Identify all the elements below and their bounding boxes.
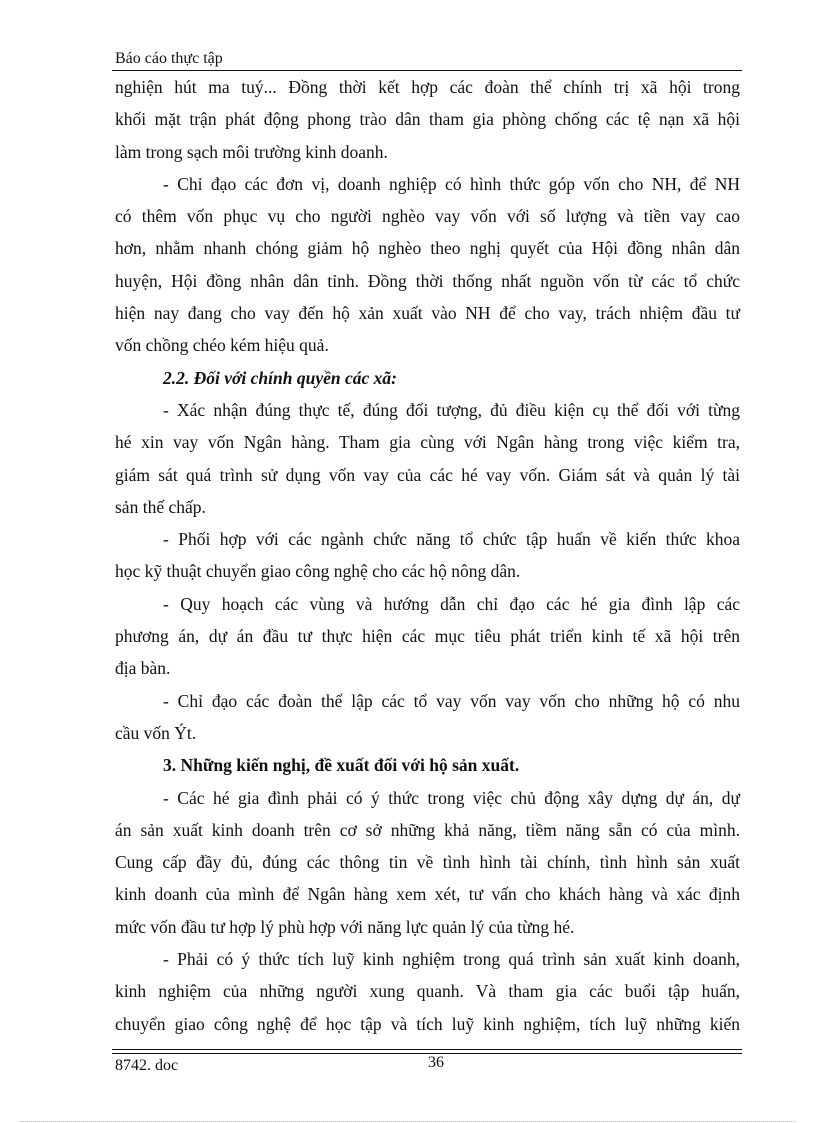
section-heading-2-2: 2.2. Đối với chính quyền các xã: (163, 367, 397, 388)
body-line: - Xác nhận đúng thực tế, đúng đối tượng, đủ điều kiện cụ thể đối với từng (163, 399, 740, 420)
body-line: làm trong sạch môi trường kinh doanh. (115, 141, 388, 162)
body-line: chuyển giao công nghệ để học tập và tích luỹ kinh nghiệm, tích luỹ những kiến (115, 1013, 740, 1034)
page-edge-dotted-line (20, 1121, 796, 1122)
body-line: án sản xuất kinh doanh trên cơ sở những khả năng, tiềm năng sẵn có của mình. (115, 819, 740, 840)
page-number: 36 (428, 1054, 444, 1071)
footer-divider-top (112, 1049, 742, 1050)
body-line: vốn chồng chéo kém hiệu quả. (115, 335, 329, 356)
body-line: nghiện hút ma tuý... Đồng thời kết hợp các đoàn thể chính trị xã hội trong (115, 77, 740, 97)
body-line: - Các hé gia đình phải có ý thức trong việc chủ động xây dựng dự án, dự (163, 787, 740, 808)
body-line: hiện nay đang cho vay đến hộ xản xuất vào NH để cho vay, trách nhiệm đầu tư (115, 303, 740, 324)
body-line: kinh nghiệm của những người xung quanh. Và tham gia các buổi tập huấn, (115, 981, 740, 1002)
body-line: phương án, dự án đầu tư thực hiện các mục tiêu phát triển kinh tế xã hội trên (115, 626, 740, 647)
page-header-title: Báo cáo thực tập (115, 50, 223, 67)
body-line: huyện, Hội đồng nhân dân tỉnh. Đồng thời thống nhất nguồn vốn từ các tổ chức (115, 270, 740, 291)
body-line: hơn, nhằm nhanh chóng giảm hộ nghèo theo nghị quyết của Hội đồng nhân dân (115, 238, 740, 259)
body-line: - Quy hoạch các vùng và hướng dẫn chỉ đạo các hé gia đình lập các (163, 593, 740, 614)
body-line: kinh doanh của mình để Ngân hàng xem xét, tư vấn cho khách hàng và xác định (115, 884, 740, 905)
body-line: - Chỉ đạo các đoàn thể lập các tổ vay vốn vay vốn cho những hộ có nhu (163, 690, 740, 711)
body-line: Cung cấp đầy đủ, đúng các thông tin về tình hình tài chính, tình hình sản xuất (115, 852, 740, 873)
body-line: - Phối hợp với các ngành chức năng tổ chức tập huấn về kiến thức khoa (163, 529, 740, 550)
body-line: khối mặt trận phát động phong trào dân tham gia phòng chống các tệ nạn xã hội (115, 109, 740, 130)
body-line: giám sát quá trình sử dụng vốn vay của các hé vay vốn. Giám sát và quản lý tài (115, 464, 740, 485)
body-line: hé xin vay vốn Ngân hàng. Tham gia cùng với Ngân hàng trong việc kiểm tra, (115, 432, 740, 453)
body-line: - Chỉ đạo các đơn vị, doanh nghiệp có hình thức góp vốn cho NH, để NH (163, 173, 740, 194)
document-body (115, 71, 740, 1040)
body-line: sản thế chấp. (115, 496, 206, 517)
section-heading-3: 3. Những kiến nghị, đề xuất đối với hộ sản xuất. (163, 755, 520, 776)
body-line: cầu vốn Ýt. (115, 722, 197, 743)
footer-file-name: 8742. doc (115, 1057, 179, 1074)
body-line: mức vốn đầu tư hợp lý phù hợp với năng lực quản lý của từng hé. (115, 916, 575, 937)
body-line: học kỹ thuật chuyển giao công nghệ cho các hộ nông dân. (115, 561, 521, 582)
body-line: có thêm vốn phục vụ cho người nghèo vay vốn với số lượng và tiền vay cao (115, 206, 740, 227)
body-line: địa bàn. (115, 658, 171, 679)
body-line: - Phải có ý thức tích luỹ kinh nghiệm trong quá trình sản xuất kinh doanh, (163, 949, 740, 970)
